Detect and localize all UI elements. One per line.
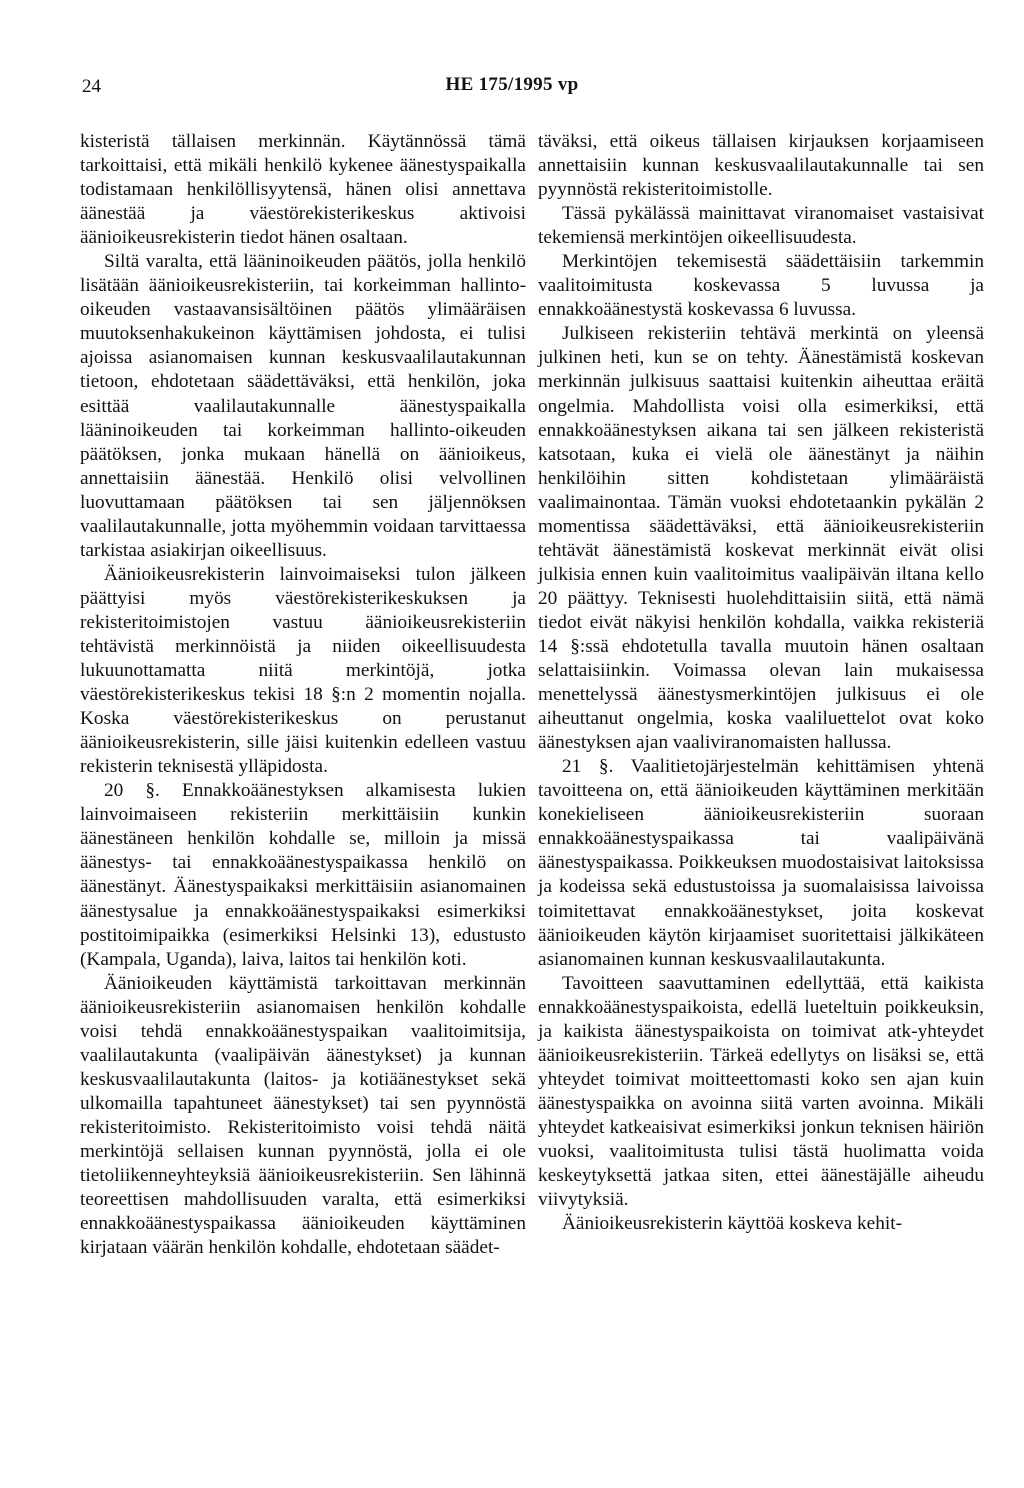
paragraph: Äänioikeuden käyttämistä tarkoittavan merkinnän äänioikeusrekisteriin asianomaisen henkilön kohdalle voisi tehdä ennakkoäänestyspaikan vaalitoimitsija, vaalilautakunta (vaalipäivän äänestykset) ja kunnan keskusvaalilautakunta (laitos- ja kotiäänestykset sekä ulkomailla tapahtuneet äänestykset) tai sen pyynnöstä rekisteritoimisto. Rekisteritoimisto voisi tehdä näitä merkintöjä sellaisen kunnan pyynnöstä, jolla ei ole tietoliikenneyhteyksiä äänioikeusrekisteriin. Sen lähinnä teoreettisen mahdollisuuden varalta, että esimerkiksi ennakkoäänestyspaikassa äänioikeuden käyttäminen kirjataan väärän henkilön kohdalle, ehdotetaan säädet- bbox=[80, 972, 526, 1259]
paragraph: Julkiseen rekisteriin tehtävä merkintä on yleensä julkinen heti, kun se on tehty. Äänestämistä koskevan merkinnän julkisuus saattaisi kuitenkin aiheuttaa eräitä ongelmia. Mahdollista voisi olla esimerkiksi, että ennakkoäänestyksen aikana tai sen jälkeen rekisteristä katsotaan, kuka ei vielä ole äänestänyt ja näihin henkilöihin sitten kohdistetaan ylimääräistä vaalimainontaa. Tämän vuoksi ehdotetaankin pykälän 2 momentissa säädettäväksi, että äänioikeusrekisteriin tehtävät äänestämistä koskevat merkinnät eivät olisi julkisia ennen kuin vaalitoimitus vaalipäivän iltana kello 20 päättyy. Teknisesti huolehdittaisiin siitä, että nämä tiedot eivät näkyisi henkilön kohdalla, vaikka rekisteriä 14 §:ssä ehdotetulla tavalla muutoin hänen osaltaan selattaisiinkin. Voimassa olevan lain mukaisessa menettelyssä äänestysmerkintöjen julkisuus ei ole aiheuttanut ongelmia, koska vaaliluettelot ovat koko äänestyksen ajan vaaliviranomaisten hallussa. bbox=[538, 323, 984, 754]
right-column bbox=[538, 130, 984, 1236]
page-number: 24 bbox=[82, 76, 101, 97]
paragraph: kisteristä tällaisen merkinnän. Käytännössä tämä tarkoittaisi, että mikäli henkilö kykenee äänestyspaikalla todistamaan henkilöllisyytensä, hänen olisi annettava äänestää ja väestörekisterikeskus aktivoisi äänioikeusrekisterin tiedot hänen osaltaan. bbox=[80, 131, 526, 249]
paragraph: 20 §. Ennakkoäänestyksen alkamisesta lukien lainvoimaiseen rekisteriin merkittäisiin kunkin äänestäneen henkilön kohdalle se, milloin ja missä äänestys- tai ennakkoäänestyspaikassa henkilö on äänestänyt. Äänestyspaikaksi merkittäisiin asianomainen äänestysalue ja ennakkoäänestyspaikaksi esimerkiksi postitoimipaikka (esimerkiksi Helsinki 13), edustusto (Kampala, Uganda), laiva, laitos tai henkilön koti. bbox=[80, 780, 526, 970]
left-column bbox=[80, 130, 526, 1260]
paragraph: Siltä varalta, että lääninoikeuden päätös, jolla henkilö lisätään äänioikeusrekisteriin, tai korkeimman hallinto-oikeuden vastaavansisältöinen päätös ylimääräisen muutoksenhakukeinon käyttämisen johdosta, ei tulisi ajoissa asianomaisen kunnan keskusvaalilautakunnan tietoon, ehdotetaan säädettäväksi, että henkilön, joka esittää vaalilautakunnalle äänestyspaikalla lääninoikeuden tai korkeimman hallinto-oikeuden päätöksen, jonka mukaan hänellä on äänioikeus, annettaisiin äänestää. Henkilö olisi velvollinen luovuttamaan päätöksen tai sen jäljennöksen vaalilautakunnalle, jotta myöhemmin voidaan tarvittaessa tarkistaa asiakirjan oikeellisuus. bbox=[80, 251, 526, 561]
paragraph: Äänioikeusrekisterin käyttöä koskeva kehit- bbox=[562, 1213, 903, 1235]
paragraph: Äänioikeusrekisterin lainvoimaiseksi tulon jälkeen päättyisi myös väestörekisterikeskuksen ja rekisteritoimistojen vastuu äänioikeusrekisteriin tehtävistä merkinnöistä ja niiden oikeellisuudesta lukuunottamatta niitä merkintöjä, jotka väestörekisterikeskus tekisi 18 §:n 2 momentin nojalla. Koska väestörekisterikeskus on perustanut äänioikeusrekisterin, sille jäisi kuitenkin edelleen vastuu rekisterin teknisestä ylläpidosta. bbox=[80, 563, 526, 778]
paragraph: 21 §. Vaalitietojärjestelmän kehittämisen yhtenä tavoitteena on, että äänioikeuden käyttäminen merkitään konekieliseen äänioikeusrekisteriin suoraan ennakkoäänestyspaikassa tai vaalipäivänä äänestyspaikassa. Poikkeuksen muodostaisivat laitoksissa ja kodeissa sekä edustustoissa ja suomalaisissa laivoissa toimitettavat ennakkoäänestykset, joita koskevat äänioikeuden käytön kirjaamiset suoritettaisi jälkikäteen asianomainen kunnan keskusvaalilautakunta. bbox=[538, 756, 984, 970]
paragraph: Tässä pykälässä mainittavat viranomaiset vastaisivat tekemiensä merkintöjen oikeellisuudesta. bbox=[538, 203, 984, 249]
paragraph: täväksi, että oikeus tällaisen kirjauksen korjaamiseen annettaisiin kunnan keskusvaalilautakunnalle tai sen pyynnöstä rekisteritoimistolle. bbox=[538, 131, 984, 201]
paragraph: Tavoitteen saavuttaminen edellyttää, että kaikista ennakkoäänestyspaikoista, edellä lueteltuin poikkeuksin, ja kaikista äänestyspaikoista on toimivat atk-yhteydet äänioikeusrekisteriin. Tärkeä edellytys on lisäksi se, että yhteydet toimivat moitteettomasti koko sen ajan kuin äänestyspaikka on avoinna siitä varten avoinna. Mikäli yhteydet katkeaisivat esimerkiksi jonkun teknisen häiriön vuoksi, vaalitoimitusta tulisi tästä huolimatta voida keskeytyksettä jatkaa siten, ettei äänestäjälle aiheudu viivytyksiä. bbox=[538, 972, 984, 1211]
paragraph: Merkintöjen tekemisestä säädettäisiin tarkemmin vaalitoimitusta koskevassa 5 luvussa ja ennakkoäänestystä koskevassa 6 luvussa. bbox=[538, 251, 984, 321]
document-reference: HE 175/1995 vp bbox=[445, 74, 579, 95]
